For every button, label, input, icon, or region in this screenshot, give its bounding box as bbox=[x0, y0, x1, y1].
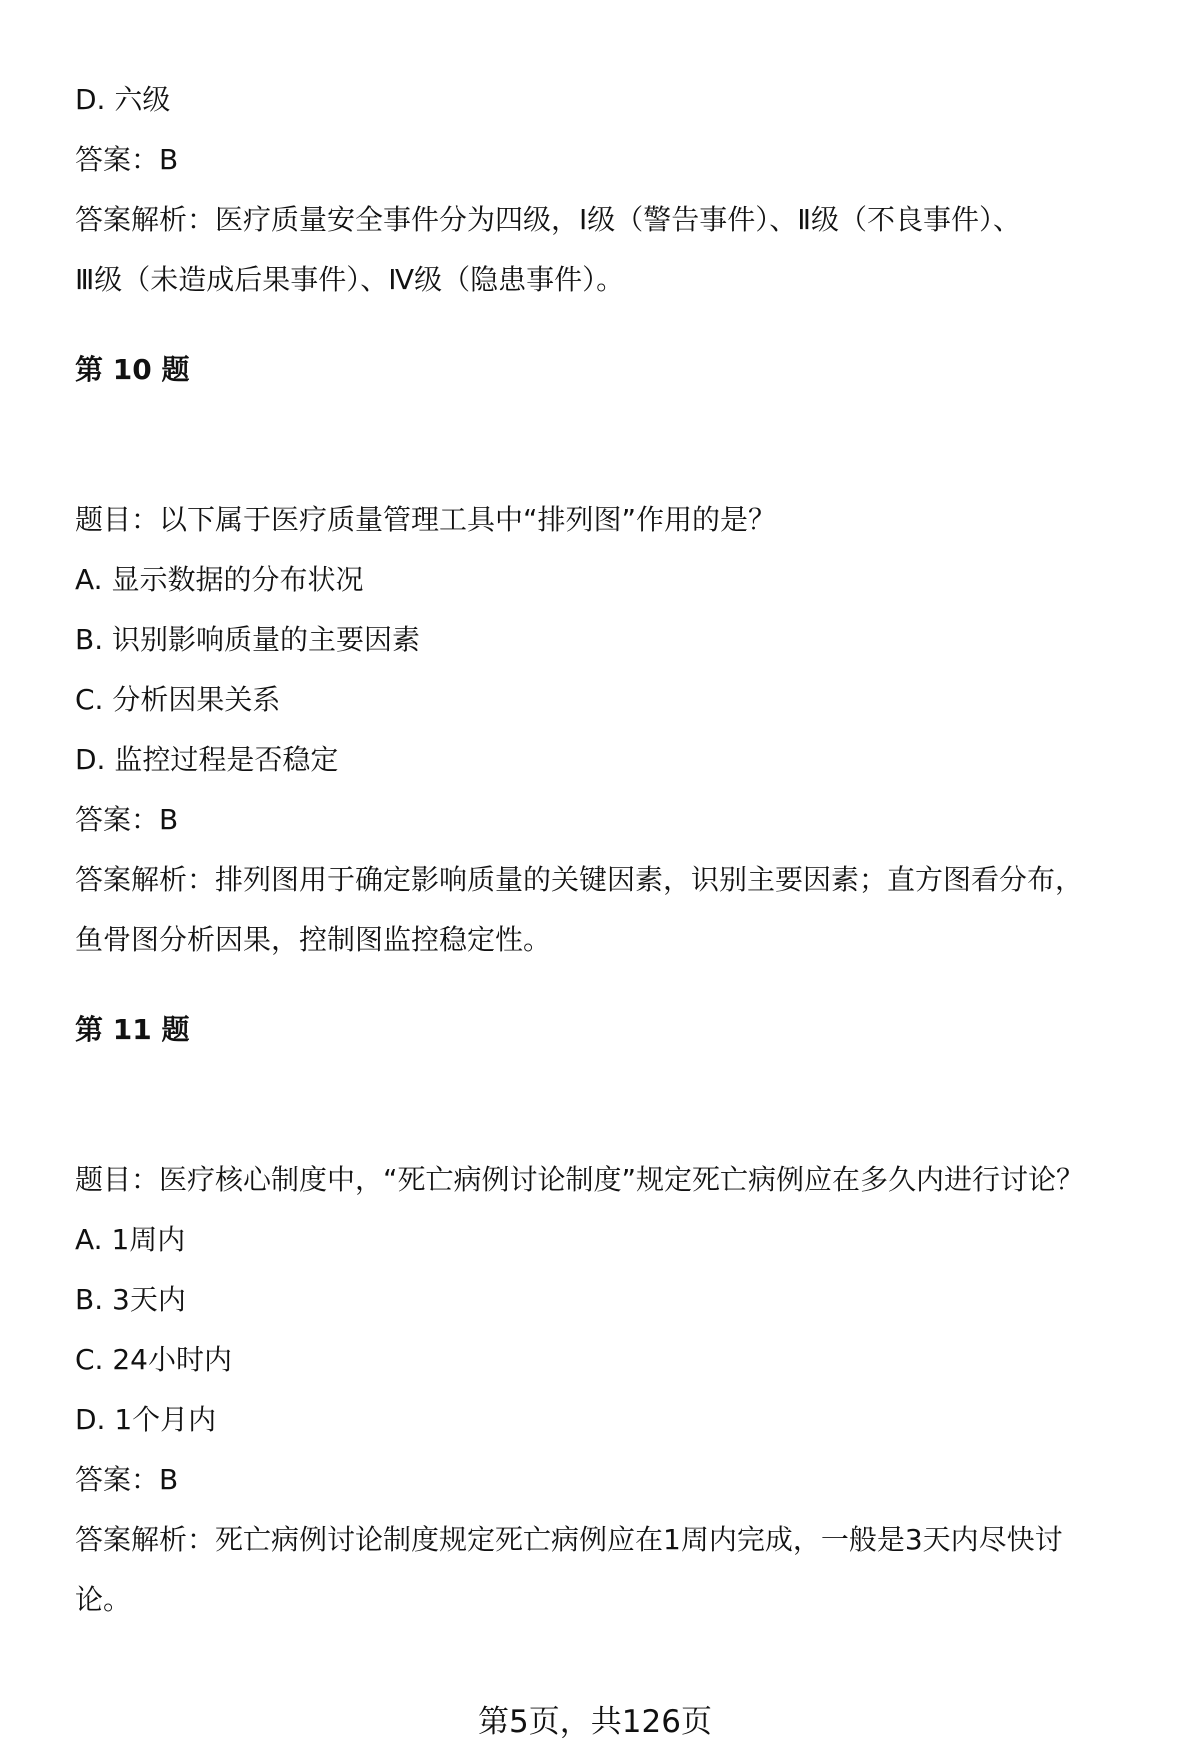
q11-option-d: D. 1个月内 bbox=[75, 1403, 217, 1436]
q10-heading: 第 10 题 bbox=[75, 353, 190, 386]
q11-option-c: C. 24小时内 bbox=[75, 1343, 232, 1376]
q10-option-d: D. 监控过程是否稳定 bbox=[75, 743, 339, 776]
prev-explanation-line1: 答案解析：医疗质量安全事件分为四级，Ⅰ级（警告事件）、Ⅱ级（不良事件）、 bbox=[75, 203, 1022, 236]
prev-explanation-line2: Ⅲ级（未造成后果事件）、Ⅳ级（隐患事件）。 bbox=[75, 263, 625, 296]
q11-option-a: A. 1周内 bbox=[75, 1223, 186, 1256]
q11-answer: 答案：B bbox=[75, 1463, 179, 1496]
q10-explanation-line2: 鱼骨图分析因果，控制图监控稳定性。 bbox=[75, 923, 552, 956]
q10-explanation-line1: 答案解析：排列图用于确定影响质量的关键因素，识别主要因素；直方图看分布， bbox=[75, 863, 1084, 896]
q10-option-a: A. 显示数据的分布状况 bbox=[75, 563, 364, 596]
q10-question: 题目：以下属于医疗质量管理工具中“排列图”作用的是？ bbox=[75, 503, 777, 536]
q11-question: 题目：医疗核心制度中，“死亡病例讨论制度”规定死亡病例应在多久内进行讨论？ bbox=[75, 1163, 1085, 1196]
page-number-footer: 第5页，共126页 bbox=[478, 1704, 712, 1740]
q11-heading: 第 11 题 bbox=[75, 1013, 190, 1046]
q11-option-b: B. 3天内 bbox=[75, 1283, 186, 1316]
prev-option-d: D. 六级 bbox=[75, 83, 171, 116]
prev-answer: 答案：B bbox=[75, 143, 179, 176]
q11-explanation-line1: 答案解析：死亡病例讨论制度规定死亡病例应在1周内完成，一般是3天内尽快讨 bbox=[75, 1523, 1063, 1556]
q10-answer: 答案：B bbox=[75, 803, 179, 836]
q10-option-c: C. 分析因果关系 bbox=[75, 683, 281, 716]
q11-explanation-line2: 论。 bbox=[75, 1583, 132, 1616]
q10-option-b: B. 识别影响质量的主要因素 bbox=[75, 623, 421, 656]
